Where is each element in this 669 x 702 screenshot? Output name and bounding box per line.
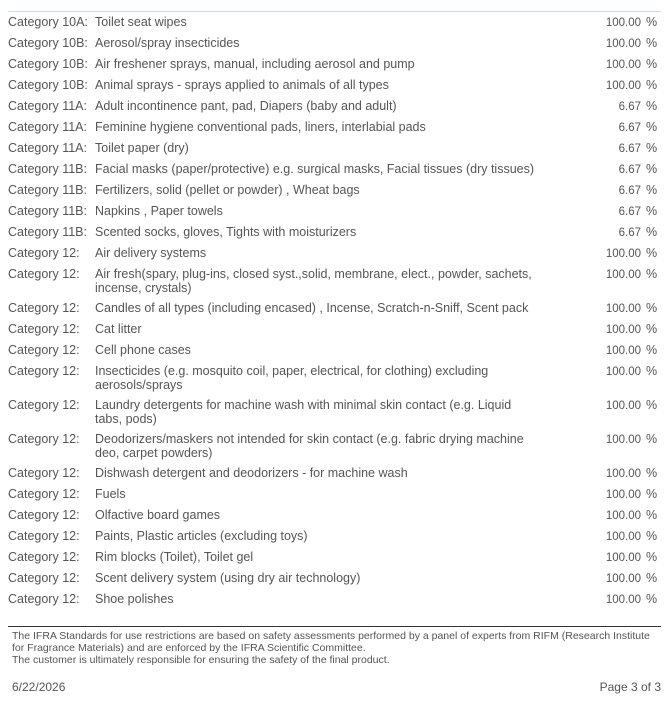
category-description: Paints, Plastic articles (excluding toys)	[95, 529, 308, 543]
category-description: Animal sprays - sprays applied to animals of all types	[95, 78, 389, 92]
category-description: Air fresh(spary, plug-ins, closed syst.,solid, membrane, elect., powder, sachets, incense, crystals)	[95, 267, 532, 295]
table-row	[8, 320, 661, 341]
max-level-value: 100.00	[605, 531, 641, 543]
page-number: Page 3 of 3	[599, 680, 661, 694]
category-description: Napkins , Paper towels	[95, 204, 223, 218]
category-label: Category 12:	[8, 246, 80, 260]
category-description: Fertilizers, solid (pellet or powder) , Wheat bags	[95, 183, 360, 197]
percent-unit: %	[646, 398, 658, 412]
max-level-value: 6.67	[618, 143, 641, 155]
category-description: Air freshener sprays, manual, including aerosol and pump	[95, 57, 415, 71]
percent-unit: %	[646, 301, 658, 315]
table-row	[8, 13, 661, 34]
percent-unit: %	[646, 364, 658, 378]
category-table	[8, 13, 661, 611]
table-row	[8, 97, 661, 118]
percent-unit: %	[646, 141, 658, 155]
percent-unit: %	[646, 571, 658, 585]
category-label: Category 12:	[8, 550, 80, 564]
footer-date: 6/22/2026	[12, 680, 66, 694]
max-level-value: 100.00	[605, 80, 641, 92]
table-row	[8, 506, 661, 527]
percent-unit: %	[646, 183, 658, 197]
footer-note	[12, 630, 652, 666]
footer-disclaimer: The customer is ultimately responsible for ensuring the safety of the final product.	[12, 654, 390, 666]
category-label: Category 12:	[8, 466, 80, 480]
category-label: Category 12:	[8, 508, 80, 522]
category-label: Category 11B:	[8, 225, 87, 239]
table-row	[8, 464, 661, 485]
category-label: Category 12:	[8, 301, 80, 315]
category-label: Category 11B:	[8, 162, 87, 176]
table-row	[8, 430, 661, 464]
category-label: Category 12:	[8, 267, 80, 281]
percent-unit: %	[646, 550, 658, 564]
max-level-value: 100.00	[605, 17, 641, 29]
percent-unit: %	[646, 225, 658, 239]
top-divider	[8, 11, 661, 12]
category-label: Category 11A:	[8, 141, 87, 155]
table-row	[8, 569, 661, 590]
category-label: Category 12:	[8, 322, 80, 336]
category-description: Cat litter	[95, 322, 142, 336]
category-label: Category 12:	[8, 364, 80, 378]
percent-unit: %	[646, 99, 658, 113]
percent-unit: %	[646, 432, 658, 446]
category-label: Category 12:	[8, 571, 80, 585]
category-description: Olfactive board games	[95, 508, 221, 522]
max-level-value: 100.00	[605, 489, 641, 501]
percent-unit: %	[646, 529, 658, 543]
max-level-value: 100.00	[605, 38, 641, 50]
table-row	[8, 160, 661, 181]
table-row	[8, 299, 661, 320]
percent-unit: %	[646, 120, 658, 134]
percent-unit: %	[646, 487, 658, 501]
category-label: Category 12:	[8, 432, 80, 446]
table-row	[8, 202, 661, 223]
table-row	[8, 76, 661, 97]
table-row	[8, 139, 661, 160]
max-level-value: 6.67	[618, 122, 641, 134]
category-description: Air delivery systems	[95, 246, 207, 260]
category-description: Feminine hygiene conventional pads, liners, interlabial pads	[95, 120, 426, 134]
percent-unit: %	[646, 343, 658, 357]
percent-unit: %	[646, 267, 658, 281]
category-description: Scent delivery system (using dry air technology)	[95, 571, 361, 585]
max-level-value: 100.00	[605, 468, 641, 480]
category-description: Toilet paper (dry)	[95, 141, 189, 155]
table-row	[8, 118, 661, 139]
category-description: Deodorizers/maskers not intended for skin contact (e.g. fabric drying machine deo, carpet powders)	[95, 432, 524, 460]
table-row	[8, 55, 661, 76]
table-row	[8, 548, 661, 569]
percent-unit: %	[646, 204, 658, 218]
category-label: Category 11B:	[8, 204, 87, 218]
max-level-value: 100.00	[605, 303, 641, 315]
category-description: Toilet seat wipes	[95, 15, 187, 29]
max-level-value: 100.00	[605, 400, 641, 412]
max-level-value: 100.00	[605, 345, 641, 357]
max-level-value: 6.67	[618, 206, 641, 218]
table-row	[8, 265, 661, 299]
category-label: Category 11B:	[8, 183, 87, 197]
max-level-value: 6.67	[618, 185, 641, 197]
max-level-value: 6.67	[618, 227, 641, 239]
category-description: Facial masks (paper/protective) e.g. surgical masks, Facial tissues (dry tissues)	[95, 162, 535, 176]
table-row	[8, 527, 661, 548]
category-label: Category 11A:	[8, 120, 87, 134]
max-level-value: 100.00	[605, 59, 641, 71]
percent-unit: %	[646, 508, 658, 522]
max-level-value: 100.00	[605, 324, 641, 336]
percent-unit: %	[646, 466, 658, 480]
category-description: Cell phone cases	[95, 343, 191, 357]
max-level-value: 100.00	[605, 269, 641, 281]
max-level-value: 100.00	[605, 248, 641, 260]
footer-note-text: The IFRA Standards for use restrictions are based on safety assessments performed by a panel of experts from RIFM (Research Institute for Fragrance Materials) and are enforced by the IFRA Scientific Committee.	[12, 630, 650, 654]
max-level-value: 100.00	[605, 594, 641, 606]
percent-unit: %	[646, 15, 658, 29]
category-description: Insecticides (e.g. mosquito coil, paper, electrical, for clothing) excluding aerosols/sprays	[95, 364, 489, 392]
category-label: Category 10B:	[8, 78, 88, 92]
percent-unit: %	[646, 57, 658, 71]
table-row	[8, 485, 661, 506]
category-label: Category 11A:	[8, 99, 87, 113]
category-description: Scented socks, gloves, Tights with moisturizers	[95, 225, 357, 239]
table-row	[8, 341, 661, 362]
percent-unit: %	[646, 246, 658, 260]
footer-divider	[8, 626, 661, 627]
table-row	[8, 362, 661, 396]
category-label: Category 12:	[8, 592, 80, 606]
percent-unit: %	[646, 36, 658, 50]
category-description: Adult incontinence pant, pad, Diapers (baby and adult)	[95, 99, 397, 113]
category-description: Candles of all types (including encased) , Incense, Scratch-n-Sniff, Scent pack	[95, 301, 529, 315]
table-row	[8, 590, 661, 611]
category-label: Category 12:	[8, 343, 80, 357]
max-level-value: 100.00	[605, 366, 641, 378]
table-row	[8, 34, 661, 55]
table-row	[8, 223, 661, 244]
max-level-value: 100.00	[605, 510, 641, 522]
category-description: Aerosol/spray insecticides	[95, 36, 240, 50]
percent-unit: %	[646, 322, 658, 336]
category-description: Shoe polishes	[95, 592, 174, 606]
category-label: Category 12:	[8, 529, 80, 543]
max-level-value: 100.00	[605, 552, 641, 564]
table-row	[8, 396, 661, 430]
table-row	[8, 244, 661, 265]
table-row	[8, 181, 661, 202]
max-level-value: 100.00	[605, 573, 641, 585]
category-label: Category 12:	[8, 398, 80, 412]
max-level-value: 6.67	[618, 101, 641, 113]
category-label: Category 10A:	[8, 15, 88, 29]
category-label: Category 10B:	[8, 57, 88, 71]
category-description: Dishwash detergent and deodorizers - for machine wash	[95, 466, 408, 480]
percent-unit: %	[646, 78, 658, 92]
max-level-value: 100.00	[605, 434, 641, 446]
category-description: Fuels	[95, 487, 126, 501]
category-description: Laundry detergents for machine wash with minimal skin contact (e.g. Liquid tabs, pods)	[95, 398, 512, 426]
percent-unit: %	[646, 592, 658, 606]
category-label: Category 10B:	[8, 36, 88, 50]
max-level-value: 6.67	[618, 164, 641, 176]
category-label: Category 12:	[8, 487, 80, 501]
percent-unit: %	[646, 162, 658, 176]
category-description: Rim blocks (Toilet), Toilet gel	[95, 550, 254, 564]
